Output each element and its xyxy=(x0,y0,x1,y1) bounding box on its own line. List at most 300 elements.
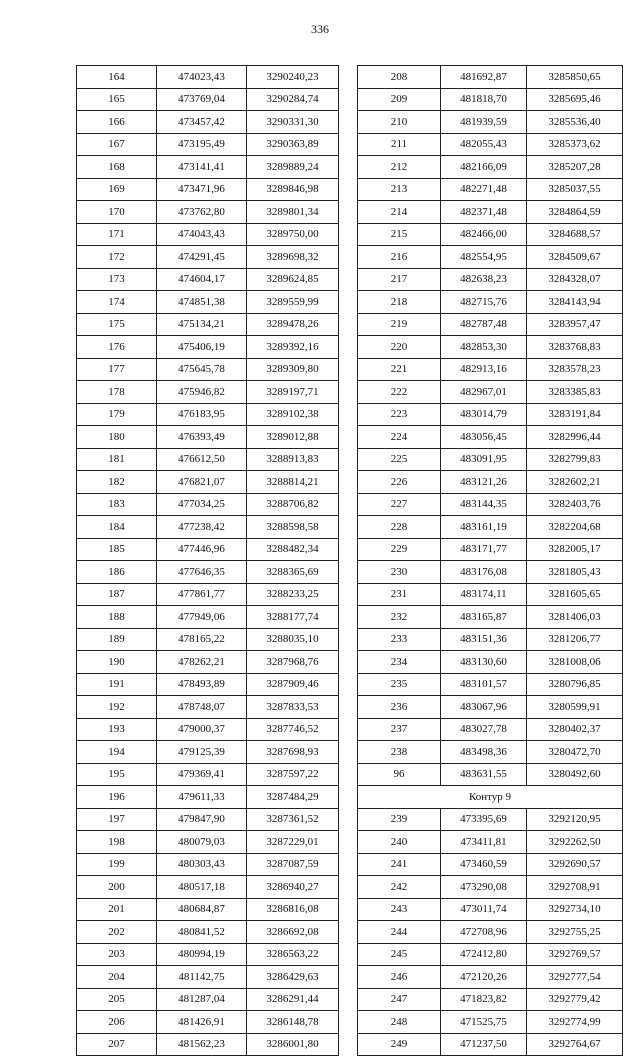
y-coordinate: 3289846,98 xyxy=(247,178,339,201)
table-row xyxy=(358,291,623,314)
table-row xyxy=(77,853,339,876)
point-number: 189 xyxy=(77,628,157,651)
table-row xyxy=(77,201,339,224)
x-coordinate: 473141,41 xyxy=(157,156,247,179)
point-number: 207 xyxy=(77,1033,157,1056)
point-number: 240 xyxy=(358,831,441,854)
y-coordinate: 3289801,34 xyxy=(247,201,339,224)
y-coordinate: 3288035,10 xyxy=(247,628,339,651)
point-number: 184 xyxy=(77,516,157,539)
table-row xyxy=(77,741,339,764)
point-number: 229 xyxy=(358,538,441,561)
point-number: 216 xyxy=(358,246,441,269)
point-number: 175 xyxy=(77,313,157,336)
y-coordinate: 3292120,95 xyxy=(527,808,623,831)
point-number: 249 xyxy=(358,1033,441,1056)
x-coordinate: 483176,08 xyxy=(441,561,527,584)
y-coordinate: 3290240,23 xyxy=(247,66,339,89)
table-row xyxy=(358,381,623,404)
x-coordinate: 477861,77 xyxy=(157,583,247,606)
y-coordinate: 3288598,58 xyxy=(247,516,339,539)
point-number: 234 xyxy=(358,651,441,674)
x-coordinate: 476612,50 xyxy=(157,448,247,471)
x-coordinate: 483121,26 xyxy=(441,471,527,494)
table-row xyxy=(358,763,623,786)
table-row xyxy=(77,111,339,134)
y-coordinate: 3286816,08 xyxy=(247,898,339,921)
table-row xyxy=(358,606,623,629)
point-number: 188 xyxy=(77,606,157,629)
x-coordinate: 478262,21 xyxy=(157,651,247,674)
point-number: 195 xyxy=(77,763,157,786)
point-number: 212 xyxy=(358,156,441,179)
x-coordinate: 482913,16 xyxy=(441,358,527,381)
point-number: 213 xyxy=(358,178,441,201)
x-coordinate: 483144,35 xyxy=(441,493,527,516)
x-coordinate: 473195,49 xyxy=(157,133,247,156)
y-coordinate: 3281008,06 xyxy=(527,651,623,674)
x-coordinate: 483161,19 xyxy=(441,516,527,539)
x-coordinate: 479847,90 xyxy=(157,808,247,831)
x-coordinate: 482715,76 xyxy=(441,291,527,314)
table-row xyxy=(77,673,339,696)
table-row xyxy=(358,628,623,651)
table-row xyxy=(358,831,623,854)
table-row xyxy=(77,516,339,539)
x-coordinate: 482554,95 xyxy=(441,246,527,269)
x-coordinate: 473411,81 xyxy=(441,831,527,854)
x-coordinate: 471525,75 xyxy=(441,1011,527,1034)
table-row xyxy=(77,223,339,246)
x-coordinate: 481287,04 xyxy=(157,988,247,1011)
table-row xyxy=(358,876,623,899)
point-number: 165 xyxy=(77,88,157,111)
table-row xyxy=(358,853,623,876)
y-coordinate: 3282799,83 xyxy=(527,448,623,471)
table-row xyxy=(77,403,339,426)
y-coordinate: 3285037,55 xyxy=(527,178,623,201)
table-row xyxy=(77,898,339,921)
point-number: 248 xyxy=(358,1011,441,1034)
point-number: 236 xyxy=(358,696,441,719)
x-coordinate: 473290,08 xyxy=(441,876,527,899)
x-coordinate: 483171,77 xyxy=(441,538,527,561)
x-coordinate: 483067,96 xyxy=(441,696,527,719)
table-row xyxy=(358,426,623,449)
point-number: 198 xyxy=(77,831,157,854)
x-coordinate: 483151,36 xyxy=(441,628,527,651)
y-coordinate: 3292764,67 xyxy=(527,1033,623,1056)
table-row xyxy=(358,201,623,224)
x-coordinate: 482371,48 xyxy=(441,201,527,224)
coordinates-table-right xyxy=(357,65,623,1056)
table-row xyxy=(77,88,339,111)
x-coordinate: 481692,87 xyxy=(441,66,527,89)
point-number: 197 xyxy=(77,808,157,831)
table-row xyxy=(358,471,623,494)
point-number: 241 xyxy=(358,853,441,876)
x-coordinate: 474604,17 xyxy=(157,268,247,291)
table-row xyxy=(77,988,339,1011)
table-row xyxy=(77,943,339,966)
y-coordinate: 3284864,59 xyxy=(527,201,623,224)
y-coordinate: 3284509,67 xyxy=(527,246,623,269)
x-coordinate: 483130,60 xyxy=(441,651,527,674)
point-number: 190 xyxy=(77,651,157,674)
x-coordinate: 478165,22 xyxy=(157,628,247,651)
y-coordinate: 3286001,80 xyxy=(247,1033,339,1056)
point-number: 203 xyxy=(77,943,157,966)
x-coordinate: 481142,75 xyxy=(157,966,247,989)
table-row xyxy=(77,471,339,494)
y-coordinate: 3290331,30 xyxy=(247,111,339,134)
y-coordinate: 3282403,76 xyxy=(527,493,623,516)
point-number: 187 xyxy=(77,583,157,606)
table-row xyxy=(77,336,339,359)
y-coordinate: 3290363,89 xyxy=(247,133,339,156)
table-row xyxy=(77,718,339,741)
point-number: 169 xyxy=(77,178,157,201)
y-coordinate: 3288814,21 xyxy=(247,471,339,494)
point-number: 223 xyxy=(358,403,441,426)
point-number: 176 xyxy=(77,336,157,359)
x-coordinate: 477446,96 xyxy=(157,538,247,561)
point-number: 219 xyxy=(358,313,441,336)
table-row xyxy=(358,493,623,516)
point-number: 214 xyxy=(358,201,441,224)
x-coordinate: 476821,07 xyxy=(157,471,247,494)
x-coordinate: 483498,36 xyxy=(441,741,527,764)
x-coordinate: 472412,80 xyxy=(441,943,527,966)
y-coordinate: 3288365,69 xyxy=(247,561,339,584)
y-coordinate: 3289698,32 xyxy=(247,246,339,269)
x-coordinate: 477949,06 xyxy=(157,606,247,629)
y-coordinate: 3292769,57 xyxy=(527,943,623,966)
table-row xyxy=(77,426,339,449)
table-row xyxy=(358,516,623,539)
x-coordinate: 483027,78 xyxy=(441,718,527,741)
table-row xyxy=(358,313,623,336)
table-row xyxy=(77,268,339,291)
point-number: 192 xyxy=(77,696,157,719)
x-coordinate: 474043,43 xyxy=(157,223,247,246)
point-number: 242 xyxy=(358,876,441,899)
y-coordinate: 3292690,57 xyxy=(527,853,623,876)
y-coordinate: 3281406,03 xyxy=(527,606,623,629)
point-number: 199 xyxy=(77,853,157,876)
point-number: 235 xyxy=(358,673,441,696)
table-row xyxy=(77,448,339,471)
point-number: 245 xyxy=(358,943,441,966)
x-coordinate: 479369,41 xyxy=(157,763,247,786)
table-row xyxy=(77,808,339,831)
x-coordinate: 483165,87 xyxy=(441,606,527,629)
point-number: 239 xyxy=(358,808,441,831)
point-number: 206 xyxy=(77,1011,157,1034)
table-row xyxy=(77,538,339,561)
point-number: 226 xyxy=(358,471,441,494)
x-coordinate: 473769,04 xyxy=(157,88,247,111)
x-coordinate: 478493,89 xyxy=(157,673,247,696)
x-coordinate: 472120,26 xyxy=(441,966,527,989)
y-coordinate: 3283578,23 xyxy=(527,358,623,381)
point-number: 205 xyxy=(77,988,157,1011)
y-coordinate: 3287484,29 xyxy=(247,786,339,809)
y-coordinate: 3284143,94 xyxy=(527,291,623,314)
point-number: 228 xyxy=(358,516,441,539)
table-row xyxy=(77,966,339,989)
x-coordinate: 481818,70 xyxy=(441,88,527,111)
x-coordinate: 473011,74 xyxy=(441,898,527,921)
y-coordinate: 3288482,34 xyxy=(247,538,339,561)
point-number: 208 xyxy=(358,66,441,89)
y-coordinate: 3292774,99 xyxy=(527,1011,623,1034)
table-row xyxy=(358,178,623,201)
x-coordinate: 476393,49 xyxy=(157,426,247,449)
x-coordinate: 480303,43 xyxy=(157,853,247,876)
y-coordinate: 3289309,80 xyxy=(247,358,339,381)
x-coordinate: 482638,23 xyxy=(441,268,527,291)
coordinates-table-left xyxy=(76,65,339,1056)
y-coordinate: 3289559,99 xyxy=(247,291,339,314)
y-coordinate: 3286291,44 xyxy=(247,988,339,1011)
x-coordinate: 482967,01 xyxy=(441,381,527,404)
x-coordinate: 474023,43 xyxy=(157,66,247,89)
point-number: 172 xyxy=(77,246,157,269)
y-coordinate: 3287087,59 xyxy=(247,853,339,876)
table-row xyxy=(358,358,623,381)
table-row xyxy=(77,381,339,404)
point-number: 232 xyxy=(358,606,441,629)
point-number: 238 xyxy=(358,741,441,764)
table-row xyxy=(358,156,623,179)
y-coordinate: 3288177,74 xyxy=(247,606,339,629)
point-number: 202 xyxy=(77,921,157,944)
point-number: 179 xyxy=(77,403,157,426)
contour-heading: Контур 9 xyxy=(358,786,623,809)
y-coordinate: 3287361,52 xyxy=(247,808,339,831)
table-row xyxy=(358,336,623,359)
point-number: 200 xyxy=(77,876,157,899)
table-row xyxy=(77,606,339,629)
point-number: 168 xyxy=(77,156,157,179)
y-coordinate: 3289889,24 xyxy=(247,156,339,179)
y-coordinate: 3289750,00 xyxy=(247,223,339,246)
table-row xyxy=(77,583,339,606)
y-coordinate: 3281605,65 xyxy=(527,583,623,606)
y-coordinate: 3281805,43 xyxy=(527,561,623,584)
x-coordinate: 481562,23 xyxy=(157,1033,247,1056)
table-row xyxy=(358,943,623,966)
table-row xyxy=(77,628,339,651)
point-number: 220 xyxy=(358,336,441,359)
point-number: 196 xyxy=(77,786,157,809)
x-coordinate: 482055,43 xyxy=(441,133,527,156)
point-number: 224 xyxy=(358,426,441,449)
x-coordinate: 473762,80 xyxy=(157,201,247,224)
point-number: 210 xyxy=(358,111,441,134)
x-coordinate: 471237,50 xyxy=(441,1033,527,1056)
x-coordinate: 482466,00 xyxy=(441,223,527,246)
point-number: 180 xyxy=(77,426,157,449)
y-coordinate: 3282996,44 xyxy=(527,426,623,449)
point-number: 96 xyxy=(358,763,441,786)
x-coordinate: 482166,09 xyxy=(441,156,527,179)
y-coordinate: 3280402,37 xyxy=(527,718,623,741)
x-coordinate: 482853,30 xyxy=(441,336,527,359)
x-coordinate: 479125,39 xyxy=(157,741,247,764)
y-coordinate: 3287229,01 xyxy=(247,831,339,854)
point-number: 186 xyxy=(77,561,157,584)
y-coordinate: 3287597,22 xyxy=(247,763,339,786)
y-coordinate: 3286148,78 xyxy=(247,1011,339,1034)
x-coordinate: 483174,11 xyxy=(441,583,527,606)
point-number: 225 xyxy=(358,448,441,471)
point-number: 182 xyxy=(77,471,157,494)
point-number: 246 xyxy=(358,966,441,989)
x-coordinate: 477238,42 xyxy=(157,516,247,539)
table-row xyxy=(358,921,623,944)
point-number: 215 xyxy=(358,223,441,246)
table-row xyxy=(358,808,623,831)
y-coordinate: 3290284,74 xyxy=(247,88,339,111)
table-row xyxy=(358,88,623,111)
y-coordinate: 3287909,46 xyxy=(247,673,339,696)
point-number: 171 xyxy=(77,223,157,246)
point-number: 183 xyxy=(77,493,157,516)
y-coordinate: 3282602,21 xyxy=(527,471,623,494)
point-number: 230 xyxy=(358,561,441,584)
x-coordinate: 475406,19 xyxy=(157,336,247,359)
point-number: 204 xyxy=(77,966,157,989)
point-number: 181 xyxy=(77,448,157,471)
point-number: 243 xyxy=(358,898,441,921)
point-number: 209 xyxy=(358,88,441,111)
y-coordinate: 3283385,83 xyxy=(527,381,623,404)
point-number: 247 xyxy=(358,988,441,1011)
table-row xyxy=(77,313,339,336)
x-coordinate: 475134,21 xyxy=(157,313,247,336)
x-coordinate: 474291,45 xyxy=(157,246,247,269)
table-row xyxy=(77,921,339,944)
x-coordinate: 483091,95 xyxy=(441,448,527,471)
y-coordinate: 3292734,10 xyxy=(527,898,623,921)
y-coordinate: 3283191,84 xyxy=(527,403,623,426)
table-row xyxy=(358,246,623,269)
table-row xyxy=(77,291,339,314)
y-coordinate: 3287968,76 xyxy=(247,651,339,674)
table-row xyxy=(358,403,623,426)
table-row xyxy=(77,246,339,269)
point-number: 217 xyxy=(358,268,441,291)
y-coordinate: 3280796,85 xyxy=(527,673,623,696)
table-row xyxy=(77,651,339,674)
point-number: 185 xyxy=(77,538,157,561)
y-coordinate: 3280472,70 xyxy=(527,741,623,764)
y-coordinate: 3285850,65 xyxy=(527,66,623,89)
point-number: 167 xyxy=(77,133,157,156)
x-coordinate: 474851,38 xyxy=(157,291,247,314)
y-coordinate: 3280599,91 xyxy=(527,696,623,719)
y-coordinate: 3289478,26 xyxy=(247,313,339,336)
y-coordinate: 3289392,16 xyxy=(247,336,339,359)
table-row xyxy=(77,1033,339,1056)
x-coordinate: 477034,25 xyxy=(157,493,247,516)
table-row xyxy=(77,156,339,179)
contour-heading-row xyxy=(358,786,623,809)
table-row xyxy=(77,358,339,381)
point-number: 218 xyxy=(358,291,441,314)
table-row xyxy=(77,696,339,719)
y-coordinate: 3286429,63 xyxy=(247,966,339,989)
table-row xyxy=(358,651,623,674)
x-coordinate: 473460,59 xyxy=(441,853,527,876)
x-coordinate: 483101,57 xyxy=(441,673,527,696)
x-coordinate: 473457,42 xyxy=(157,111,247,134)
y-coordinate: 3285695,46 xyxy=(527,88,623,111)
x-coordinate: 475645,78 xyxy=(157,358,247,381)
y-coordinate: 3287698,93 xyxy=(247,741,339,764)
x-coordinate: 471823,82 xyxy=(441,988,527,1011)
point-number: 178 xyxy=(77,381,157,404)
y-coordinate: 3288233,25 xyxy=(247,583,339,606)
table-row xyxy=(77,763,339,786)
y-coordinate: 3292262,50 xyxy=(527,831,623,854)
x-coordinate: 472708,96 xyxy=(441,921,527,944)
table-row xyxy=(358,268,623,291)
point-number: 174 xyxy=(77,291,157,314)
y-coordinate: 3292708,91 xyxy=(527,876,623,899)
table-row xyxy=(358,741,623,764)
point-number: 193 xyxy=(77,718,157,741)
y-coordinate: 3287746,52 xyxy=(247,718,339,741)
point-number: 244 xyxy=(358,921,441,944)
x-coordinate: 480841,52 xyxy=(157,921,247,944)
x-coordinate: 480684,87 xyxy=(157,898,247,921)
point-number: 177 xyxy=(77,358,157,381)
table-row xyxy=(358,448,623,471)
point-number: 173 xyxy=(77,268,157,291)
x-coordinate: 480079,03 xyxy=(157,831,247,854)
table-row xyxy=(358,718,623,741)
table-row xyxy=(77,786,339,809)
point-number: 233 xyxy=(358,628,441,651)
table-row xyxy=(358,223,623,246)
y-coordinate: 3284688,57 xyxy=(527,223,623,246)
y-coordinate: 3282005,17 xyxy=(527,538,623,561)
x-coordinate: 475946,82 xyxy=(157,381,247,404)
point-number: 222 xyxy=(358,381,441,404)
x-coordinate: 483056,45 xyxy=(441,426,527,449)
point-number: 231 xyxy=(358,583,441,606)
x-coordinate: 483014,79 xyxy=(441,403,527,426)
table-row xyxy=(77,66,339,89)
y-coordinate: 3282204,68 xyxy=(527,516,623,539)
y-coordinate: 3285207,28 xyxy=(527,156,623,179)
table-row xyxy=(77,561,339,584)
point-number: 221 xyxy=(358,358,441,381)
table-row xyxy=(77,876,339,899)
table-row xyxy=(358,133,623,156)
table-row xyxy=(77,178,339,201)
y-coordinate: 3286692,08 xyxy=(247,921,339,944)
x-coordinate: 473471,96 xyxy=(157,178,247,201)
table-row xyxy=(358,538,623,561)
x-coordinate: 482271,48 xyxy=(441,178,527,201)
x-coordinate: 479000,37 xyxy=(157,718,247,741)
point-number: 237 xyxy=(358,718,441,741)
table-row xyxy=(358,561,623,584)
